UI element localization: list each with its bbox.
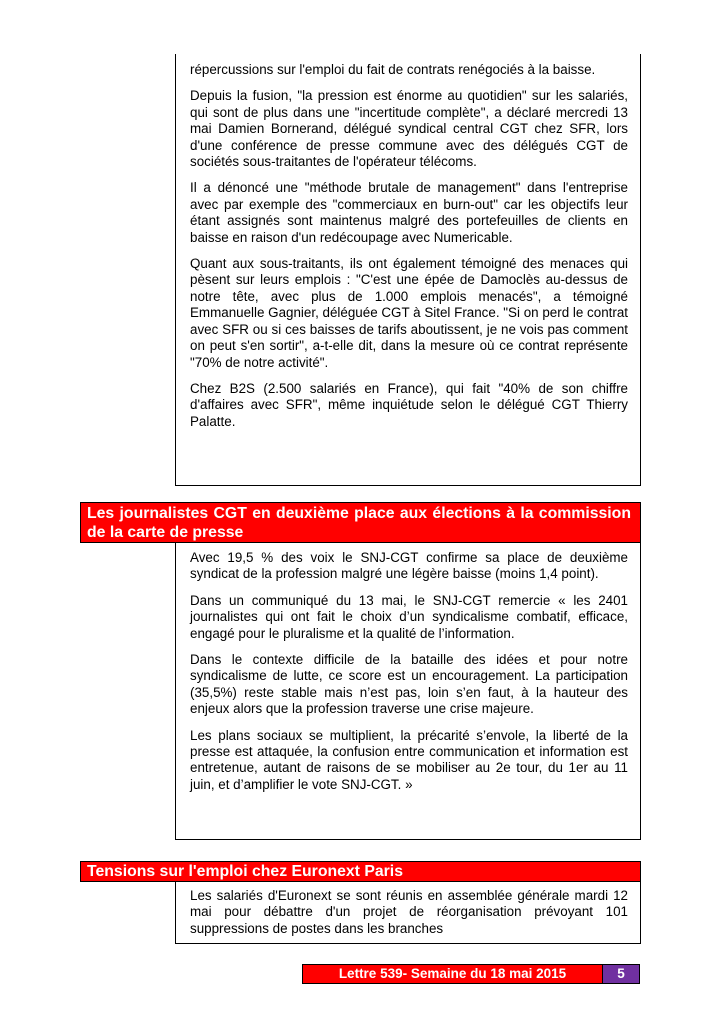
article-euronext-body	[175, 882, 641, 944]
article-sfr-paragraph-5: Chez B2S (2.500 salariés en France), qui fait "40% de son chiffre d'affaires avec SFR", même inquiétude selon le délégué CGT Thierry Palatte.	[190, 380, 628, 429]
article-euronext-title: Tensions sur l'emploi chez Euronext Paris	[80, 861, 641, 882]
article-sfr-paragraph-3: Il a dénoncé une "méthode brutale de management" dans l'entreprise avec par exemple des "commerciaux en burn-out" car les objectifs leur étant assignés sont maintenus malgré des portefeuilles de clients en baisse en raison d'un redécoupage avec Numericable.	[190, 180, 628, 245]
page-footer	[302, 964, 640, 984]
article-journalistes-paragraph-1: Avec 19,5 % des voix le SNJ-CGT confirme sa place de deuxième syndicat de la profession malgré une légère baisse (moins 1,4 point).	[190, 550, 628, 582]
article-journalistes-paragraph-3: Dans le contexte difficile de la bataille des idées et pour notre syndicalisme de lutte, ce score est un encouragement. La participation (35,5%) reste stable mais n’est pas, loin s’en faut, à la hauteur des enjeux alors que la profession traverse une crise majeure.	[190, 652, 628, 717]
article-journalistes-body	[175, 543, 641, 840]
article-sfr-body	[175, 54, 641, 486]
article-euronext-paragraph-1: Les salariés d'Euronext se sont réunis en assemblée générale mardi 12 mai pour débattre d'un projet de réorganisation prévoyant 101 suppressions de postes dans les branches	[190, 888, 628, 936]
article-sfr-paragraph-4: Quant aux sous-traitants, ils ont également témoigné des menaces qui pèsent sur leurs emplois : "C'est une épée de Damoclès au-dessus de notre tête, avec plus de 1.000 emplois menacés", a témoigné Emmanuelle Gagnier, déléguée CGT à Sitel France. "Si on perd le contrat avec SFR ou si ces baisses de tarifs aboutissent, je ne vois pas comment on peut s'en sortir", a-t-elle dit, dans la mesure où ce contrat représente "70% de notre activité".	[190, 256, 628, 370]
article-journalistes-paragraph-4: Les plans sociaux se multiplient, la précarité s’envole, la liberté de la presse est attaquée, la confusion entre communication et information est entretenue, autant de raisons de se mobiliser au 2e tour, du 1er au 11 juin, et d’amplifier le vote SNJ-CGT. »	[190, 727, 628, 792]
article-journalistes-paragraph-2: Dans un communiqué du 13 mai, le SNJ-CGT remercie « les 2401 journalistes qui ont fait le choix d’un syndicalisme combatif, efficace, engagé pour le pluralisme et la qualité de l’information.	[190, 592, 628, 641]
page-number: 5	[602, 965, 639, 983]
article-journalistes-title: Les journalistes CGT en deuxième place aux élections à la commission de la carte de presse	[80, 502, 641, 543]
footer-label: Lettre 539- Semaine du 18 mai 2015	[303, 965, 602, 983]
article-sfr-paragraph-2: Depuis la fusion, "la pression est énorme au quotidien" sur les salariés, qui sont de plus dans une "incertitude complète", a déclaré mercredi 13 mai Damien Bornerand, délégué syndical central CGT chez SFR, lors d'une conférence de presse commune avec des délégués CGT de sociétés sous-traitantes de l'opérateur télécoms.	[190, 88, 628, 170]
article-sfr-paragraph-1: répercussions sur l'emploi du fait de contrats renégociés à la baisse.	[190, 62, 596, 77]
